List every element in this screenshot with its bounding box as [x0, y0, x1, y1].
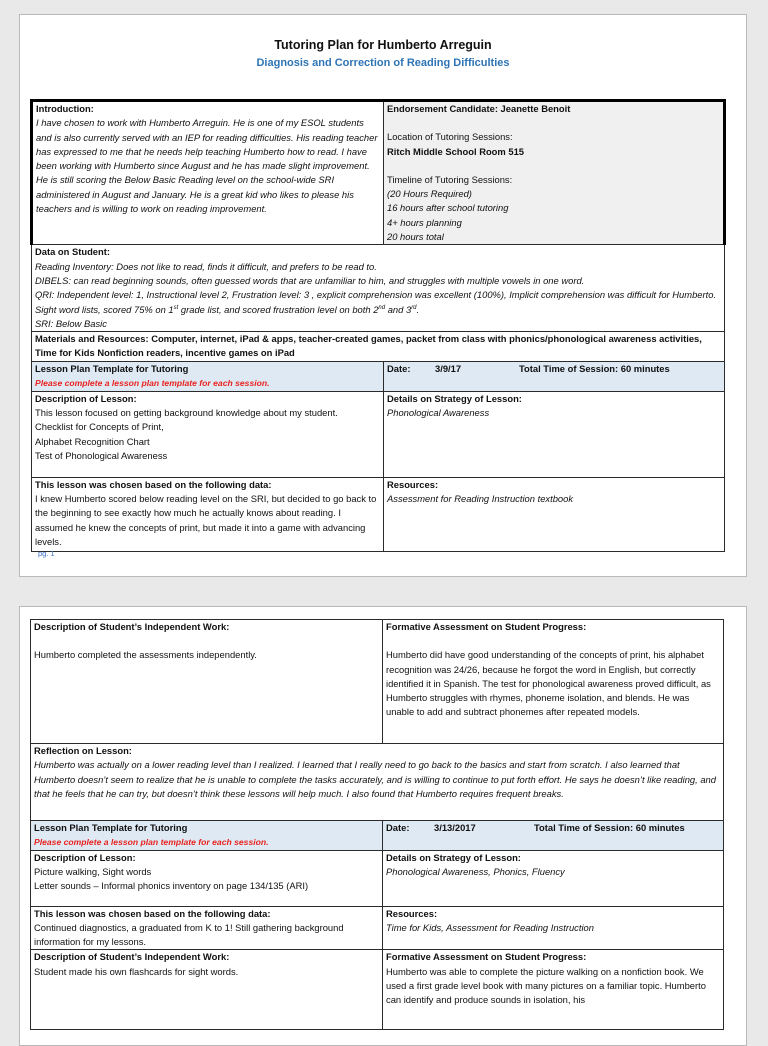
timeline-line: 16 hours after school tutoring: [387, 202, 509, 214]
strategy-value: Phonological Awareness, Phonics, Fluency: [386, 865, 565, 877]
introduction-heading: Introduction:: [36, 103, 94, 114]
lesson-description-cell: [32, 391, 384, 477]
resources-label: Resources:: [387, 478, 439, 490]
tutoring-plan-table: [30, 99, 726, 552]
document-title: Tutoring Plan for Humberto Arreguin: [274, 38, 492, 52]
strategy-label: Details on Strategy of Lesson:: [386, 851, 521, 863]
lesson-template-cell: [31, 821, 383, 851]
endorsement-cell: [384, 101, 725, 245]
lesson-template-instruction: Please complete a lesson plan template for each session.: [35, 378, 270, 389]
formative-assessment-value: Humberto did have good understanding of the concepts of print, his alphabet recognition was 24/26, because he forgot the word in English, but correctly identified it in Spanish. The test for phonological awareness proved difficult, as Humberto struggles with rhymes, phoneme isolation, and blends. He was unable to add and subtract phonemes after repeated models.: [386, 649, 711, 718]
lesson-description-label: Description of Lesson:: [35, 392, 137, 404]
document-subtitle: Diagnosis and Correction of Reading Difficulties: [256, 57, 510, 69]
total-time: Total Time of Session: 60 minutes: [534, 822, 685, 833]
formative-assessment-value: Humberto was able to complete the picture walking on a nonfiction book. We used a first grade level book with many pictures on a familiar topic. Humberto can identify and produce sounds in isolation, his: [386, 965, 706, 1006]
lesson-rationale-label: This lesson was chosen based on the following data:: [34, 907, 271, 919]
lesson-description-line: Checklist for Concepts of Print,: [35, 421, 164, 433]
resources-value: Assessment for Reading Instruction textbook: [387, 493, 574, 505]
formative-assessment-cell: [383, 620, 724, 744]
lesson-rationale-cell: [32, 477, 384, 551]
reading-inventory-line: Reading Inventory: Does not like to read, finds it difficult, and prefers to be read to.: [35, 260, 377, 272]
strategy-cell: [384, 391, 725, 477]
introduction-text: I have chosen to work with Humberto Arreguin. He is one of my ESOL students and is also currently served with an IEP for reading difficulties. His reading teacher has expressed to me that he needs help teaching Humberto how to read. I have been working with Humberto since August and he has made slight improvement. He is still scoring the Below Basic Reading level on the school-wide SRI administered in August and January. He is a great kid who likes to please his teachers and is willing to work on reading improvement.: [36, 117, 378, 215]
independent-work-value: Student made his own flashcards for sight words.: [34, 965, 239, 977]
materials-cell: Materials and Resources: Computer, internet, iPad & apps, teacher-created games, packet from class with phonics/phonological awareness activities, Time for Kids Nonfiction readers, incentive games on iPad: [32, 332, 725, 362]
date-label: Date:: [387, 363, 411, 375]
date-value: 3/13/2017: [434, 822, 476, 833]
introduction-cell: [32, 101, 384, 245]
lesson-description-line: Alphabet Recognition Chart: [35, 435, 150, 447]
total-time: Total Time of Session: 60 minutes: [519, 363, 670, 375]
independent-work-cell: [31, 950, 383, 1030]
timeline-line: (20 Hours Required): [387, 188, 472, 200]
formative-assessment-label: Formative Assessment on Student Progress:: [386, 621, 587, 632]
timeline-line: 4+ hours planning: [387, 216, 462, 228]
lesson-description-line: Letter sounds – Informal phonics inventory on page 134/135 (ARI): [34, 880, 309, 892]
sri-line: SRI: Below Basic: [35, 317, 107, 329]
lesson-rationale-text: Continued diagnostics, a graduated from K to 1! Still gathering background information for my lessons.: [34, 921, 344, 948]
lesson-template-label: Lesson Plan Template for Tutoring: [34, 822, 188, 833]
lesson-template-cell: [32, 362, 384, 392]
lesson-rationale-cell: [31, 906, 383, 950]
independent-work-label: Description of Student’s Independent Work:: [34, 621, 230, 632]
date-value: 3/9/17: [435, 363, 462, 375]
resources-value: Time for Kids, Assessment for Reading Instruction: [386, 921, 594, 933]
formative-assessment-label: Formative Assessment on Student Progress:: [386, 951, 587, 963]
timeline-line: 20 hours total: [387, 231, 444, 243]
lesson-description-cell: [31, 850, 383, 906]
date-label: Date:: [386, 822, 410, 833]
lesson-rationale-text: I knew Humberto scored below reading level on the SRI, but decided to go back to the beginning to see exactly how much he actually knows about reading. I assumed he knew the concepts of print, but made it into a game with advancing levels.: [35, 493, 377, 547]
lesson-description-line: Picture walking, Sight words: [34, 865, 152, 877]
lesson-template-instruction: Please complete a lesson plan template for each session.: [34, 837, 269, 848]
lesson-template-label: Lesson Plan Template for Tutoring: [35, 363, 189, 375]
resources-cell: [383, 906, 724, 950]
independent-work-label: Description of Student’s Independent Work:: [34, 951, 230, 963]
tutoring-plan-table-continued: [30, 619, 724, 1030]
independent-work-value: Humberto completed the assessments independently.: [34, 649, 257, 661]
location-value: Ritch Middle School Room 515: [387, 145, 524, 157]
independent-work-cell: [31, 620, 383, 744]
resources-label: Resources:: [386, 907, 438, 919]
strategy-value: Phonological Awareness: [387, 407, 490, 419]
endorsement-candidate: Endorsement Candidate: Jeanette Benoit: [387, 103, 571, 114]
document-page-2: [19, 606, 747, 1046]
page-number: pg. 1: [38, 549, 55, 558]
dibels-line: DIBELS: can read beginning sounds, often guessed words that are unfamiliar to him, and struggles with multiple vowels in one word.: [35, 274, 585, 286]
student-data-cell: [32, 245, 725, 332]
reflection-label: Reflection on Lesson:: [34, 745, 132, 756]
location-label: Location of Tutoring Sessions:: [387, 131, 513, 143]
timeline-label: Timeline of Tutoring Sessions:: [387, 173, 513, 185]
resources-cell: [384, 477, 725, 551]
reflection-cell: [31, 744, 724, 821]
reflection-value: Humberto was actually on a lower reading level than I realized. I learned that I really need to go back to the basics and start from scratch. I also learned that Humberto doesn’t seem to realize that he is unable to complete the tasks accurately, and is willing to continue to put forth effort. He says he doesn’t like reading, and that he feels that he can try, but doesn’t think these lessons will help much. I also found that Humberto requires frequent breaks.: [34, 759, 716, 799]
session-date-cell: [383, 821, 724, 851]
session-date-cell: [384, 362, 725, 392]
document-page-1: [19, 14, 747, 577]
lesson-rationale-label: This lesson was chosen based on the following data:: [35, 478, 272, 490]
lesson-description-line: This lesson focused on getting background knowledge about my student.: [35, 407, 338, 419]
qri-line: QRI: Independent level: 1, Instructional level 2, Frustration level: 3 , explicit comprehension was excellent (100%), Implicit comprehension was difficult for Humberto. Sight word lists, scored 75% on 1st grade list, and scored frustration level on both 2nd and 3rd.: [35, 289, 717, 315]
strategy-cell: [383, 850, 724, 906]
formative-assessment-cell: [383, 950, 724, 1030]
student-data-heading: Data on Student:: [35, 246, 110, 258]
lesson-description-label: Description of Lesson:: [34, 851, 136, 863]
strategy-label: Details on Strategy of Lesson:: [387, 392, 522, 404]
lesson-description-line: Test of Phonological Awareness: [35, 449, 168, 461]
